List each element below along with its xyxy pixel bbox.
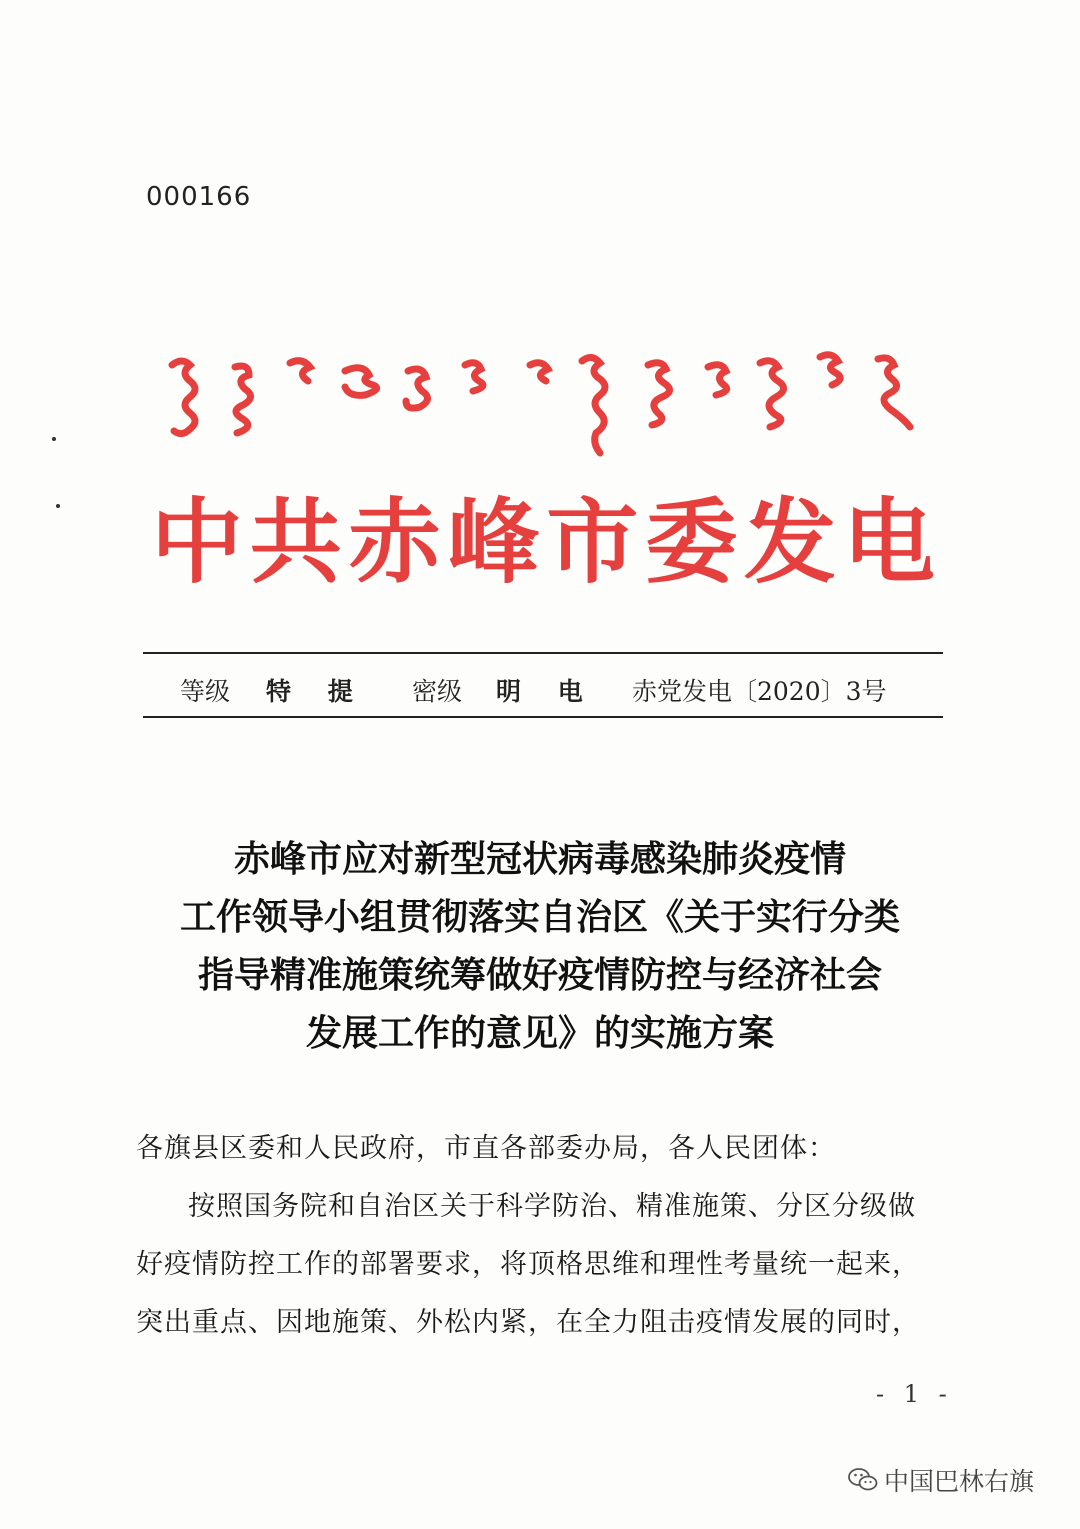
- header-char: 电: [842, 489, 935, 596]
- wechat-icon: [848, 1467, 878, 1493]
- title-line: 赤峰市应对新型冠状病毒感染肺炎疫情: [233, 838, 846, 880]
- mongolian-header-graphic: [160, 345, 930, 460]
- secrecy-label: 密级: [412, 677, 463, 706]
- title-line: 指导精准施策统筹做好疫情防控与经济社会: [197, 954, 882, 996]
- watermark-text: 中国巴林右旗: [884, 1467, 1035, 1496]
- salutation: 各旗县区委和人民政府，市直各部委办局，各人民团体：: [136, 1133, 836, 1164]
- document-title: [130, 830, 950, 1062]
- header-char: 市: [546, 489, 639, 596]
- header-char: 发: [744, 489, 837, 596]
- header-char: 共: [249, 489, 342, 596]
- red-header-title: [148, 478, 938, 608]
- title-line: 工作领导小组贯彻落实自治区《关于实行分类: [179, 896, 900, 938]
- body-line: 按照国务院和自治区关于科学防治、精准施策、分区分级做: [188, 1191, 916, 1222]
- header-char: 中: [150, 489, 243, 596]
- level-value: 特 提: [266, 677, 367, 706]
- watermark: [848, 1462, 1034, 1498]
- title-line: 发展工作的意见》的实施方案: [305, 1012, 774, 1054]
- header-char: 赤: [348, 489, 441, 596]
- header-char: 峰: [447, 489, 540, 596]
- header-char: 委: [645, 489, 738, 596]
- meta-row: [180, 668, 920, 708]
- body-line: 突出重点、因地施策、外松内紧，在全力阻击疫情发展的同时，: [136, 1307, 920, 1338]
- bottom-divider: [143, 716, 943, 718]
- secrecy-value: 明 电: [496, 677, 597, 706]
- document-body: [136, 1120, 946, 1352]
- scan-speck: [52, 437, 56, 441]
- scan-speck: [56, 504, 60, 508]
- level-label: 等级: [180, 677, 231, 706]
- top-divider: [143, 652, 943, 654]
- page-number: - 1 -: [876, 1380, 953, 1408]
- body-line: 好疫情防控工作的部署要求，将顶格思维和理性考量统一起来，: [136, 1249, 920, 1280]
- document-number: 000166: [146, 182, 252, 212]
- doc-code: 赤党发电〔2020〕3号: [632, 677, 887, 706]
